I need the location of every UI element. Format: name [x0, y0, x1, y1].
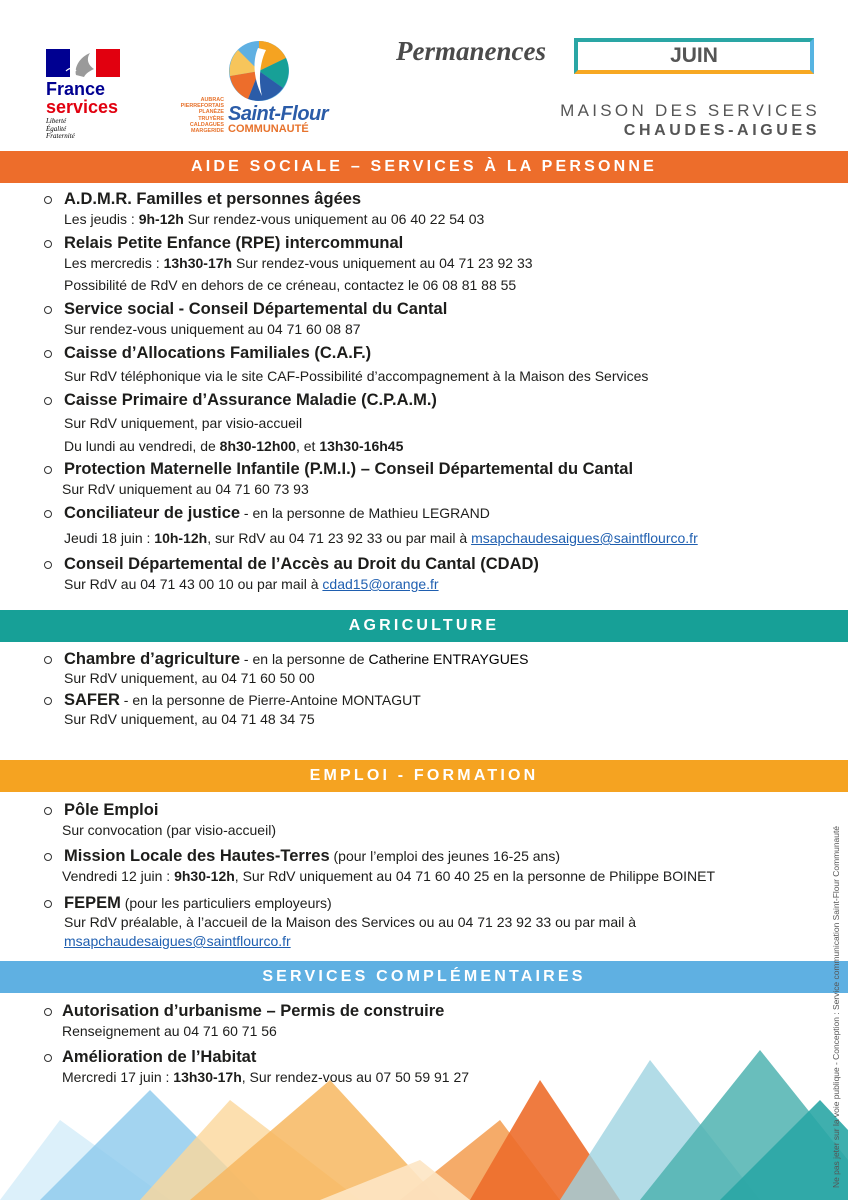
- entry-title: Caisse Primaire d’Assurance Maladie (C.P.A.M.): [64, 391, 437, 409]
- title-note: - en la personne de Pierre-Antoine MONTAGUT: [119, 692, 421, 708]
- text: , et: [295, 438, 320, 454]
- motto-liberte: Liberté: [46, 117, 67, 125]
- text: , Sur RdV uniquement au 04 71 60 40 25 en la personne de Philippe BOINET: [234, 868, 716, 884]
- cpam-info: Sur RdV uniquement, par visio-accueil: [64, 415, 303, 431]
- marianne-logo-icon: [46, 49, 120, 77]
- entry-title: [64, 691, 421, 710]
- title-note: (pour l’emploi des jeunes 16-25 ans): [329, 848, 560, 864]
- hours: 10h-12h: [154, 530, 208, 546]
- text: , sur RdV au 04 71 23 92 33 ou par mail à: [207, 530, 472, 546]
- entry-title: Service social - Conseil Départemental du Cantal: [64, 300, 448, 318]
- decorative-triangles: [0, 1040, 848, 1200]
- social-contact: Sur rendez-vous uniquement au 04 71 60 08 87: [64, 321, 361, 337]
- text: Les jeudis :: [64, 211, 139, 227]
- rpe-schedule: [64, 255, 533, 272]
- bullet-icon: [44, 853, 52, 861]
- text: , Sur rendez-vous au 07 50 59 91 27: [241, 1069, 470, 1085]
- entry-title: Protection Maternelle Infantile (P.M.I.) – Conseil Départemental du Cantal: [64, 460, 634, 478]
- entry-title: Pôle Emploi: [64, 801, 159, 819]
- permanences-title: Permanences: [396, 36, 546, 66]
- bullet-icon: [44, 466, 52, 474]
- cdad-contact: [64, 576, 439, 593]
- section-agriculture-header: AGRICULTURE: [0, 610, 848, 642]
- title-text: Autorisation d’urbanisme: [62, 1002, 262, 1020]
- text: Du lundi au vendredi, de: [64, 438, 220, 454]
- saint-flour-logo-icon: [228, 40, 290, 102]
- caf-info: Sur RdV téléphonique via le site CAF-Possibilité d’accompagnement à la Maison des Services: [64, 368, 649, 384]
- mission-schedule: [62, 868, 715, 885]
- entry-title: Conseil Départemental de l’Accès au Droit du Cantal (CDAD): [64, 555, 539, 573]
- republic-motto: [46, 118, 75, 141]
- entry-title: Amélioration de l’Habitat: [62, 1048, 257, 1066]
- hours: 8h30-12h00: [219, 438, 296, 454]
- saint-flour-towns: [176, 97, 224, 134]
- services-label: services: [46, 97, 119, 117]
- bullet-icon: [44, 561, 52, 569]
- entry-title: Caisse d’Allocations Familiales (C.A.F.): [64, 344, 372, 362]
- conciliateur-schedule: [64, 530, 698, 547]
- title-note-person: Catherine ENTRAYGUES: [368, 651, 529, 667]
- bullet-icon: [44, 807, 52, 815]
- side-credit-text: [826, 820, 844, 1190]
- france-label: France: [46, 79, 106, 99]
- title-text: SAFER: [64, 691, 120, 709]
- section-services-complementaires-header: SERVICES COMPLÉMENTAIRES: [0, 961, 848, 993]
- location-name: CHAUDES-AIGUES: [623, 122, 820, 139]
- cpam-schedule: [64, 438, 403, 455]
- text: Mercredi 17 juin :: [62, 1069, 174, 1085]
- text: Vendredi 12 juin :: [62, 868, 175, 884]
- month-box: [574, 38, 814, 74]
- saint-flour-name: Saint-Flour: [228, 103, 329, 125]
- pole-info: Sur convocation (par visio-accueil): [62, 822, 276, 838]
- town-pierrefortais: PIERREFORTAIS: [180, 103, 224, 110]
- title-text: Conciliateur de justice: [64, 504, 241, 522]
- entry-title: [64, 847, 560, 866]
- title-text: FEPEM: [64, 894, 121, 912]
- entry-title: [64, 894, 332, 913]
- motto-fraternite: Fraternité: [46, 132, 75, 141]
- town-caldagues: CALDAGUES MARGERIDE: [189, 121, 224, 135]
- text: Jeudi 18 juin :: [64, 530, 155, 546]
- text: Sur RdV au 04 71 43 00 10 ou par mail à: [64, 576, 323, 592]
- text: Sur rendez-vous uniquement au 04 71 23 92 33: [232, 255, 533, 271]
- bullet-icon: [44, 240, 52, 248]
- fepem-email-link[interactable]: msapchaudesaigues@saintflourco.fr: [64, 933, 291, 949]
- title-text: Mission Locale des Hautes-Terres: [64, 847, 330, 865]
- title-note: (pour les particuliers employeurs): [120, 895, 332, 911]
- entry-title: A.D.M.R. Familles et personnes âgées: [64, 190, 362, 208]
- bullet-icon: [44, 900, 52, 908]
- hours: 9h-12h: [138, 211, 184, 227]
- entry-title: [62, 1002, 444, 1021]
- bullet-icon: [44, 510, 52, 518]
- bullet-icon: [44, 697, 52, 705]
- urba-contact: Renseignement au 04 71 60 71 56: [62, 1023, 277, 1039]
- bullet-icon: [44, 656, 52, 664]
- title-text: Chambre d’agriculture: [64, 650, 241, 668]
- town-aubrac: AUBRAC: [200, 97, 224, 103]
- section-aide-sociale-header: AIDE SOCIALE – SERVICES À LA PERSONNE: [0, 151, 848, 183]
- hours: 13h30-17h: [173, 1069, 242, 1085]
- title-note: - en la personne de Mathieu LEGRAND: [240, 505, 490, 521]
- side-credit: Ne pas jeter sur la voie publique - Conception : Service communication Saint-Flour Communauté: [832, 845, 841, 1188]
- hours: 13h30-17h: [163, 255, 233, 271]
- motto-egalite: Égalité: [46, 124, 67, 133]
- bullet-icon: [44, 196, 52, 204]
- entry-title: [64, 650, 528, 669]
- rpe-note: Possibilité de RdV en dehors de ce créneau, contactez le 06 08 81 88 55: [64, 277, 517, 293]
- saint-flour-communaute: COMMUNAUTÉ: [228, 123, 309, 135]
- email-link[interactable]: cdad15@orange.fr: [322, 576, 439, 592]
- title-note: - en la personne de: [240, 651, 369, 667]
- hours: 9h30-12h: [174, 868, 235, 884]
- safer-contact: Sur RdV uniquement, au 04 71 48 34 75: [64, 711, 315, 727]
- text: Les mercredis :: [64, 255, 164, 271]
- pmi-contact: Sur RdV uniquement au 04 71 60 73 93: [62, 481, 309, 497]
- bullet-icon: [44, 397, 52, 405]
- text: Sur rendez-vous uniquement au 06 40 22 54 03: [183, 211, 485, 227]
- month-label: JUIN: [670, 44, 718, 67]
- town-planeze: PLANÈZE TRUYÈRE: [198, 109, 224, 122]
- admr-schedule: [64, 211, 484, 228]
- fepem-info: Sur RdV préalable, à l’accueil de la Maison des Services ou au 04 71 23 92 33 ou par mail à: [64, 914, 637, 930]
- hours: 13h30-16h45: [319, 438, 404, 454]
- entry-title: Relais Petite Enfance (RPE) intercommunal: [64, 234, 404, 252]
- entry-title: [64, 504, 490, 523]
- maison-des-services: MAISON DES SERVICES: [560, 101, 820, 120]
- email-link[interactable]: msapchaudesaigues@saintflourco.fr: [471, 530, 698, 546]
- section-emploi-header: EMPLOI - FORMATION: [0, 760, 848, 792]
- title-text-2: – Permis de construire: [261, 1002, 445, 1020]
- chambre-contact: Sur RdV uniquement, au 04 71 60 50 00: [64, 670, 315, 686]
- bullet-icon: [44, 1008, 52, 1016]
- bullet-icon: [44, 350, 52, 358]
- bullet-icon: [44, 306, 52, 314]
- france-services-name: [46, 80, 118, 116]
